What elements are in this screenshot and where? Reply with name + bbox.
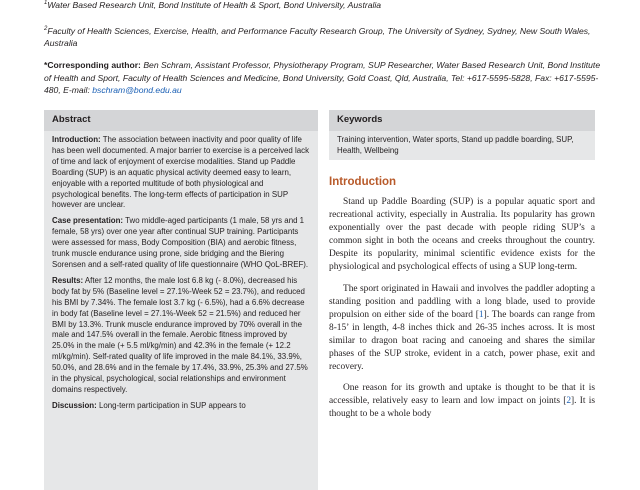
section-label: Discussion: [52, 400, 97, 410]
paragraph [329, 283, 595, 375]
email-link[interactable]: bschram@bond.edu.au [92, 85, 182, 95]
introduction-body [329, 196, 595, 430]
abstract-section [52, 135, 310, 211]
paragraph [329, 196, 595, 275]
abstract-section [52, 216, 310, 271]
keywords-heading: Keywords [329, 110, 595, 131]
section-text: After 12 months, the male lost 6.8 kg (- 8.0%), decreased his body fat by 5% (Baseline level = 27.1%-Week 52 = 23.7%), and reduced his BMI by 7.34%. The female lost 3.7 kg (- 6.5%), had a 6.6% decrease in body fat (Baseline level = 27.1%-Week 52 = 21.5%) and reduced her BMI by 13.3%. Trunk muscle endurance improved by 70% overall in the male and 147.5% overall in the female. Aerobic fitness improved by 25.0% in the male (+ 5.5 ml/kg/min) and 42.3% in the female (+ 12.2 ml/kg/min). Self-rated quality of life improved in the male 84.1%, 33.9%, 50.0%, and 28.6% and in the female by 17.4%, 33.9%, 25.3% and 27.5% in the physical, psychological, social relationships and environment domains respectively. [52, 275, 308, 394]
abstract-heading: Abstract [44, 110, 318, 131]
affiliation-2 [44, 23, 604, 50]
affiliation-1 [44, 0, 604, 11]
introduction-heading: Introduction [329, 176, 397, 188]
affiliation-text: Faculty of Health Sciences, Exercise, Health, and Performance Faculty Research Group, The University of Sydney, Sydney, New South Wales, Australia [44, 25, 591, 49]
paragraph-text: The sport originated in Hawaii and involves the paddler adopting a standing position and paddling with a long blade, used to provide propulsion on either side of the board [ [329, 283, 595, 320]
abstract-section [52, 276, 310, 396]
paragraph-text: ]. The boards can range from 8-15’ in length, 4-8 inches thick and 26-35 inches across. It is most similar to dragon boat racing and canoeing and shares the similar phases of the SUP stroke, evident in a catch, power phase, exit and recovery. [329, 309, 595, 373]
abstract-section [52, 401, 310, 412]
section-text: Two middle-aged participants (1 male, 58 yrs and 1 female, 58 yrs) over one year after continual SUP training. Participants were assessed for mass, Body Composition (BIA) and aerobic fitness, trunk muscle endurance using prone, side bridging and the Biering Sorensen and a self-rated quality of life questionnaire (WHO QoL-BREF). [52, 216, 309, 269]
reference-link[interactable]: 1 [478, 309, 484, 320]
corresponding-label: *Corresponding author: [44, 60, 141, 70]
keywords-box [329, 110, 595, 160]
paragraph [329, 382, 595, 421]
section-text: Long-term participation in SUP appears to [98, 400, 246, 410]
affiliation-text: Water Based Research Unit, Bond Institute of Health & Sport, Bond University, Australia [47, 0, 382, 10]
corresponding-text: Ben Schram, Assistant Professor, Physiotherapy Program, SUP Researcher, Water Based Research Unit, Bond Institute of Health and Sport, Faculty of Health Sciences and Medicine, Bond University, Gold Coast, Qld, Australia, Tel: +617-5595-5828, Fax: +617-5595-480, E-mail: [44, 60, 601, 95]
section-text: The association between inactivity and poor quality of life has been well documented. A major barrier to exercise is a perceived lack of time and lack of enjoyment of exercise modalities. Stand up Paddle Boarding (SUP) is an aquatic physical activity deemed easy to learn, enjoyable with a reported multitude of both physiological and psychological benefits. The long-term effects of participation in SUP however are unclear. [52, 135, 310, 210]
affiliation-number: 2 [44, 26, 48, 32]
abstract-body [44, 131, 318, 412]
affiliation-number: 1 [44, 0, 48, 6]
paragraph-text: Stand up Paddle Boarding (SUP) is a popular aquatic sport and recreational activity, especially in Australia. Its popularity has grown exponentially over the past decade with people riding SUP’s a common sight in both the oceans and creeks throughout the country. Despite its popularity, minimal scientific evidence exists for the physiological and psychological effects of using a SUP long-term. [329, 197, 595, 273]
paragraph-text: ]. It is thought to be a whole body [329, 396, 595, 420]
corresponding-author [44, 59, 604, 97]
reference-link[interactable]: 2 [566, 396, 572, 407]
paragraph-text: One reason for its growth and uptake is thought to be that it is accessible, relatively easy to learn and low impact on joints [ [329, 383, 595, 407]
section-label: Introduction: [52, 135, 101, 144]
keywords-text: Training intervention, Water sports, Stand up paddle boarding, SUP, Health, Wellbeing [337, 135, 574, 155]
section-label: Case presentation: [52, 216, 124, 226]
abstract-box [44, 110, 318, 490]
section-label: Results: [52, 275, 84, 285]
